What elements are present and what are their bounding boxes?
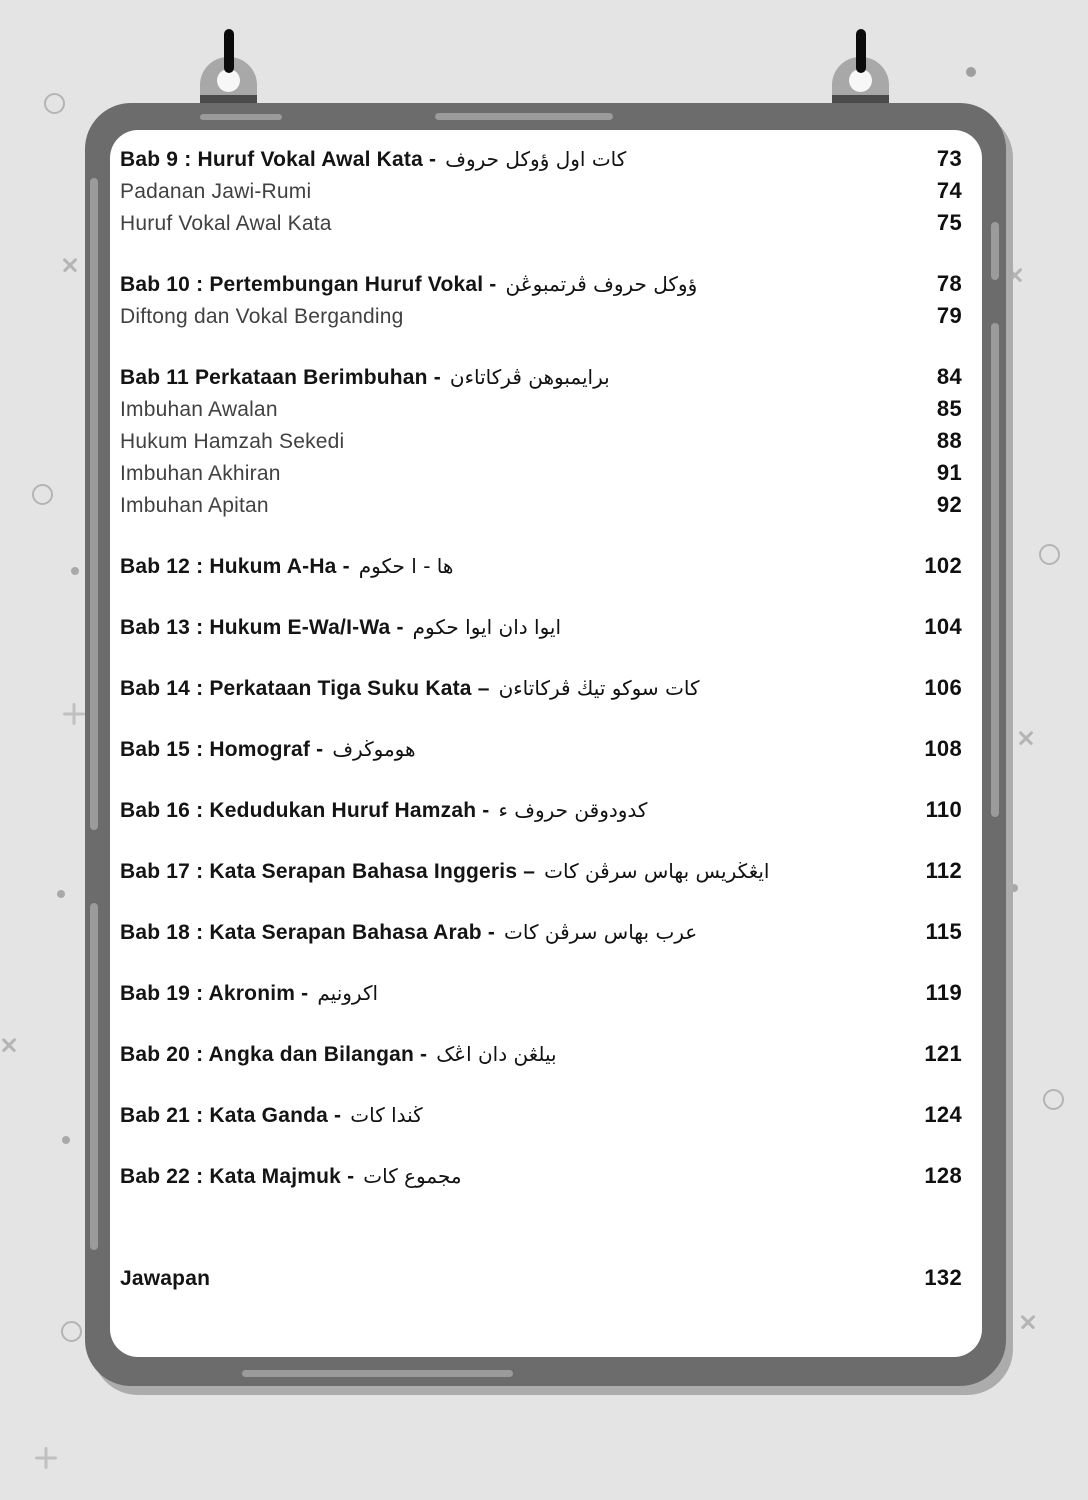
frame-highlight [90, 903, 98, 1250]
dot-decoration [966, 67, 976, 77]
jawi-word: ڤرتمبوڠن [505, 272, 587, 296]
toc-entry-jawi-text [506, 272, 698, 296]
toc-row [120, 795, 962, 827]
toc-row [120, 394, 962, 426]
toc-entry [120, 209, 892, 240]
toc-entry [120, 674, 892, 705]
toc-page-number: 84 [936, 364, 962, 389]
jawi-word: اكرونيم [317, 981, 379, 1005]
toc-entry-jawi-text [332, 737, 415, 761]
toc-entry-label: Bab 14 : Perkataan Tiga Suku Kata – [120, 677, 490, 700]
toc-row [120, 1161, 962, 1193]
frame-highlight [200, 114, 282, 120]
jawi-word: حروف [445, 147, 500, 171]
jawi-word: حروف [514, 798, 569, 822]
toc-entry-label: Bab 20 : Angka dan Bilangan - [120, 1043, 428, 1066]
toc-entry-label: Bab 21 : Kata Ganda - [120, 1104, 342, 1127]
toc-row [120, 426, 962, 458]
toc-page-number: 106 [924, 675, 962, 700]
toc-row [120, 208, 962, 240]
jawi-word: - [423, 554, 431, 578]
toc-entry [120, 552, 892, 583]
toc-page-number: 85 [936, 396, 962, 421]
frame-highlight [90, 178, 98, 830]
dot-decoration [62, 1136, 70, 1144]
toc-row [120, 176, 962, 208]
toc-entry [120, 177, 892, 208]
toc-row [120, 144, 962, 176]
toc-entry [120, 427, 892, 458]
jawi-word: كدودوقن [574, 798, 648, 822]
toc-row [120, 856, 962, 888]
toc-entry [120, 979, 892, 1010]
jawi-word: اڠک [436, 1042, 472, 1066]
cross-decoration [1018, 730, 1034, 746]
toc-page-number: 128 [924, 1163, 962, 1188]
jawi-word: ڬندا [391, 1103, 423, 1127]
jawi-word: حكوم [412, 615, 459, 639]
toc-page-number: 104 [924, 614, 962, 639]
toc-page [110, 130, 982, 1357]
toc-row [120, 734, 962, 766]
jawi-word: كات [544, 859, 579, 883]
toc-entry-label: Bab 16 : Kedudukan Huruf Hamzah - [120, 799, 490, 822]
toc-row [120, 612, 962, 644]
jawi-word: بهاس [643, 859, 690, 883]
jawi-word: دان [498, 615, 528, 639]
toc-row [120, 1100, 962, 1132]
toc-row [120, 673, 962, 705]
toc-entry [120, 613, 892, 644]
jawi-word: ايوا [534, 615, 562, 639]
jawi-word: برايمبوهن [528, 365, 610, 389]
cross-decoration [62, 257, 78, 273]
toc-entry-jawi-text [363, 1164, 461, 1188]
toc-entry [120, 270, 892, 301]
toc-entry-label: Bab 9 : Huruf Vokal Awal Kata - [120, 148, 437, 171]
toc-entry-label: Bab 10 : Pertembungan Huruf Vokal - [120, 273, 497, 296]
circle-decoration [1039, 544, 1060, 565]
jawi-word: ڤركاتاءن [449, 365, 522, 389]
toc-page-number: 78 [936, 271, 962, 296]
circle-decoration [44, 93, 65, 114]
clip-pin-left [200, 29, 257, 103]
plus-decoration [63, 703, 85, 725]
cross-decoration [1020, 1314, 1036, 1330]
jawi-word: ؤوكل [505, 147, 550, 171]
jawi-word: كات [665, 676, 700, 700]
toc-entry [120, 491, 892, 522]
toc-entry [120, 1040, 892, 1071]
toc-entry-label: Bab 13 : Hukum E-Wa/I-Wa - [120, 616, 404, 639]
toc-entry-label: Bab 17 : Kata Serapan Bahasa Inggeris – [120, 860, 536, 883]
toc-row [120, 917, 962, 949]
toc-entry [120, 857, 892, 888]
jawi-word: مجموع [404, 1164, 462, 1188]
toc-entry [120, 363, 892, 394]
jawi-word: هوموڬرف [332, 737, 416, 761]
toc-entry-jawi-text [317, 981, 378, 1005]
jawi-word: كات [591, 147, 627, 171]
toc-page-number: 112 [925, 858, 962, 883]
dot-decoration [71, 567, 79, 575]
toc-entry-jawi-text [445, 147, 626, 171]
toc-entry-label: Bab 19 : Akronim - [120, 982, 309, 1005]
toc-entry-jawi-text [450, 365, 610, 389]
jawi-word: كات [504, 920, 539, 944]
toc-page-number: 132 [924, 1265, 962, 1290]
toc-entry-jawi-text [498, 798, 647, 822]
toc-entry [120, 145, 892, 176]
toc-page-number: 108 [924, 736, 962, 761]
toc-entry-label: Huruf Vokal Awal Kata [120, 212, 332, 235]
frame-highlight [242, 1370, 513, 1377]
toc-page-number: 91 [936, 460, 962, 485]
dot-decoration [1010, 884, 1018, 892]
toc-entry-label: Bab 22 : Kata Majmuk - [120, 1165, 355, 1188]
toc-entry-label: Padanan Jawi-Rumi [120, 180, 312, 203]
toc-entry-jawi-text [413, 615, 561, 639]
clip-pin-right [832, 29, 889, 103]
toc-row [120, 1039, 962, 1071]
toc-page-number: 88 [936, 428, 962, 453]
toc-page-number: 73 [936, 146, 962, 171]
jawi-word: سوكو [611, 676, 659, 700]
toc-row [120, 978, 962, 1010]
pin-nail-icon [224, 29, 234, 73]
toc-page-number: 110 [925, 797, 962, 822]
toc-entry-label: Imbuhan Apitan [120, 494, 269, 517]
toc-page-number: 92 [936, 492, 962, 517]
toc-entry-label: Diftong dan Vokal Berganding [120, 305, 404, 328]
toc-page-number: 79 [936, 303, 962, 328]
clipboard-frame [85, 103, 1006, 1386]
jawi-word: دان [477, 1042, 508, 1066]
toc-entry [120, 302, 892, 333]
jawi-word: تيڬ [576, 676, 606, 700]
toc-row [120, 1263, 962, 1295]
toc-page-number: 124 [924, 1102, 962, 1127]
jawi-word: سرڤن [584, 859, 638, 883]
toc-row [120, 362, 962, 394]
toc-page-number: 121 [924, 1041, 962, 1066]
jawi-word: ايڠڬريس [695, 859, 770, 883]
toc-row [120, 301, 962, 333]
toc-page-number: 74 [936, 178, 962, 203]
jawi-word: بيلڠن [513, 1042, 557, 1066]
dot-decoration [57, 890, 65, 898]
circle-decoration [61, 1321, 82, 1342]
jawi-word: حروف [593, 272, 647, 296]
toc-entry-label: Bab 18 : Kata Serapan Bahasa Arab - [120, 921, 496, 944]
toc-entry [120, 395, 892, 426]
toc-page-number: 115 [925, 919, 962, 944]
jawi-word: ڤركاتاءن [498, 676, 571, 700]
jawi-word: ايوا [465, 615, 493, 639]
jawi-word: سرڤن [544, 920, 598, 944]
plus-decoration [35, 1447, 57, 1469]
jawi-word: كات [363, 1164, 398, 1188]
toc-entry [120, 796, 892, 827]
toc-entry [120, 918, 892, 949]
jawi-word: كات [350, 1103, 385, 1127]
toc-entry-jawi-text [544, 859, 769, 883]
toc-entry-label: Jawapan [120, 1267, 211, 1290]
toc-entry [120, 1264, 892, 1295]
circle-decoration [1043, 1089, 1064, 1110]
frame-highlight [991, 323, 999, 817]
toc-row [120, 490, 962, 522]
cross-decoration [1007, 267, 1023, 283]
toc-entry [120, 459, 892, 490]
pin-nail-icon [856, 29, 866, 73]
jawi-word: اول [555, 147, 586, 171]
jawi-word: ا [411, 554, 417, 578]
toc-page-number: 75 [936, 210, 962, 235]
circle-decoration [32, 484, 53, 505]
jawi-word: عرب [655, 920, 698, 944]
jawi-word: ها [436, 554, 454, 578]
toc-entry-jawi-text [436, 1042, 556, 1066]
toc-entry-jawi-text [359, 554, 454, 578]
toc-row [120, 458, 962, 490]
toc-entry [120, 735, 892, 766]
toc-page-number: 119 [925, 980, 962, 1005]
jawi-word: ؤوكل [653, 272, 698, 296]
toc-row [120, 551, 962, 583]
toc-entry [120, 1162, 892, 1193]
frame-highlight [435, 113, 613, 120]
toc-entry-label: Bab 11 Perkataan Berimbuhan - [120, 366, 441, 389]
jawi-word: ء [498, 798, 508, 822]
toc-list [110, 130, 982, 1295]
jawi-word: بهاس [603, 920, 650, 944]
toc-entry-jawi-text [499, 676, 700, 700]
cross-decoration [1, 1037, 17, 1053]
toc-page-number: 102 [924, 553, 962, 578]
toc-entry-label: Bab 15 : Homograf - [120, 738, 324, 761]
toc-entry-label: Hukum Hamzah Sekedi [120, 430, 345, 453]
toc-entry-label: Imbuhan Awalan [120, 398, 278, 421]
jawi-word: حكوم [358, 554, 405, 578]
toc-entry-jawi-text [504, 920, 697, 944]
toc-row [120, 269, 962, 301]
toc-entry-label: Imbuhan Akhiran [120, 462, 281, 485]
toc-entry-jawi-text [350, 1103, 422, 1127]
toc-entry-label: Bab 12 : Hukum A-Ha - [120, 555, 350, 578]
toc-entry [120, 1101, 892, 1132]
frame-highlight [991, 222, 999, 280]
